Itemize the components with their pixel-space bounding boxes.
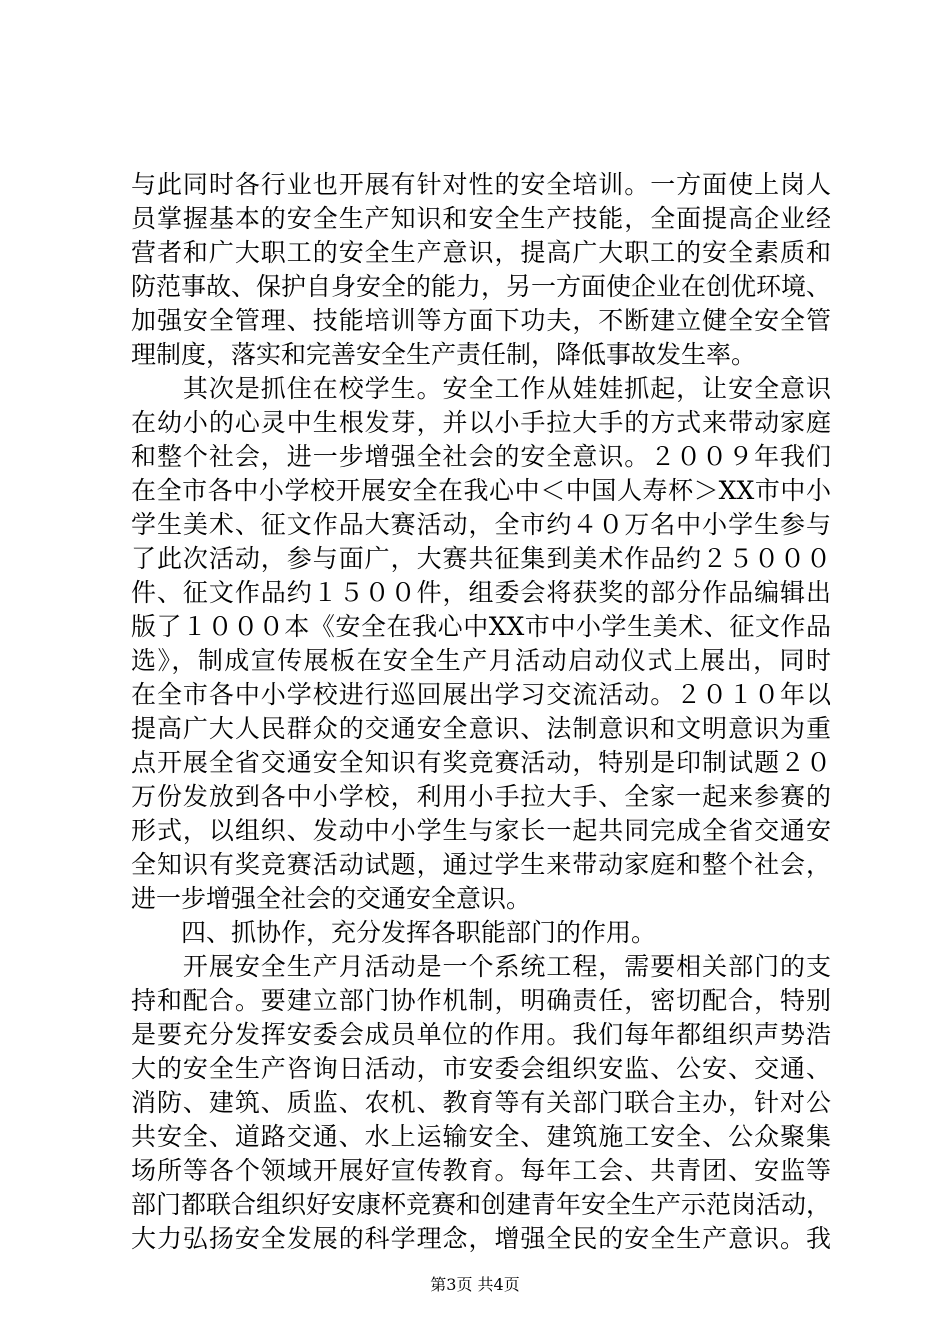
text-line: 了此次活动，参与面广，大赛共征集到美术作品约２５０００ <box>131 544 831 573</box>
text-line: 大力弘扬安全发展的科学理念，增强全民的安全生产意识。我 <box>131 1224 831 1253</box>
text-line: 防范事故、保护自身安全的能力，另一方面使企业在创优环境、 <box>131 272 831 301</box>
text-line: 学生美术、征文作品大赛活动，全市约４０万名中小学生参与 <box>131 510 831 539</box>
text-line: 员掌握基本的安全生产知识和安全生产技能，全面提高企业经 <box>131 204 831 233</box>
text-line: 在全市各中小学校进行巡回展出学习交流活动。２０１０年以 <box>131 680 831 709</box>
text-line: 提高广大人民群众的交通安全意识、法制意识和文明意识为重 <box>131 714 831 743</box>
text-line: 部门都联合组织好安康杯竞赛和创建青年安全生产示范岗活动， <box>131 1190 831 1219</box>
text-line: 是要充分发挥安委会成员单位的作用。我们每年都组织声势浩 <box>131 1020 831 1049</box>
text-line: 其次是抓住在校学生。安全工作从娃娃抓起，让安全意识 <box>131 374 831 403</box>
section-heading: 四、抓协作，充分发挥各职能部门的作用。 <box>131 918 657 947</box>
text-line: 营者和广大职工的安全生产意识，提高广大职工的安全素质和 <box>131 238 831 267</box>
text-line: 开展安全生产月活动是一个系统工程，需要相关部门的支 <box>131 952 831 981</box>
text-line: 理制度，落实和完善安全生产责任制，降低事故发生率。 <box>131 340 757 369</box>
text-line: 全知识有奖竞赛活动试题，通过学生来带动家庭和整个社会， <box>131 850 831 879</box>
text-line: 件、征文作品约１５００件，组委会将获奖的部分作品编辑出 <box>131 578 831 607</box>
text-line: 大的安全生产咨询日活动，市安委会组织安监、公安、交通、 <box>131 1054 831 1083</box>
text-line: 消防、建筑、质监、农机、教育等有关部门联合主办，针对公 <box>131 1088 831 1117</box>
text-line: 持和配合。要建立部门协作机制，明确责任，密切配合，特别 <box>131 986 831 1015</box>
text-line: 万份发放到各中小学校，利用小手拉大手、全家一起来参赛的 <box>131 782 831 811</box>
text-line: 共安全、道路交通、水上运输安全、建筑施工安全、公众聚集 <box>131 1122 831 1151</box>
text-line: 版了１０００本《安全在我心中XX市中小学生美术、征文作品 <box>131 612 831 641</box>
text-line: 场所等各个领域开展好宣传教育。每年工会、共青团、安监等 <box>131 1156 831 1185</box>
text-line: 和整个社会，进一步增强全社会的安全意识。２００９年我们 <box>131 442 831 471</box>
text-line: 加强安全管理、技能培训等方面下功夫，不断建立健全安全管 <box>131 306 831 335</box>
text-line: 与此同时各行业也开展有针对性的安全培训。一方面使上岗人 <box>131 170 831 199</box>
text-line: 在全市各中小学校开展安全在我心中＜中国人寿杯＞XX市中小 <box>131 476 831 505</box>
text-line: 选》，制成宣传展板在安全生产月活动启动仪式上展出，同时 <box>131 646 831 675</box>
text-line: 点开展全省交通安全知识有奖竞赛活动，特别是印制试题２０ <box>131 748 831 777</box>
text-line: 形式，以组织、发动中小学生与家长一起共同完成全省交通安 <box>131 816 831 845</box>
page-number-footer: 第3页 共4页 <box>430 1275 520 1294</box>
text-line: 进一步增强全社会的交通安全意识。 <box>131 884 532 913</box>
text-line: 在幼小的心灵中生根发芽，并以小手拉大手的方式来带动家庭 <box>131 408 831 437</box>
